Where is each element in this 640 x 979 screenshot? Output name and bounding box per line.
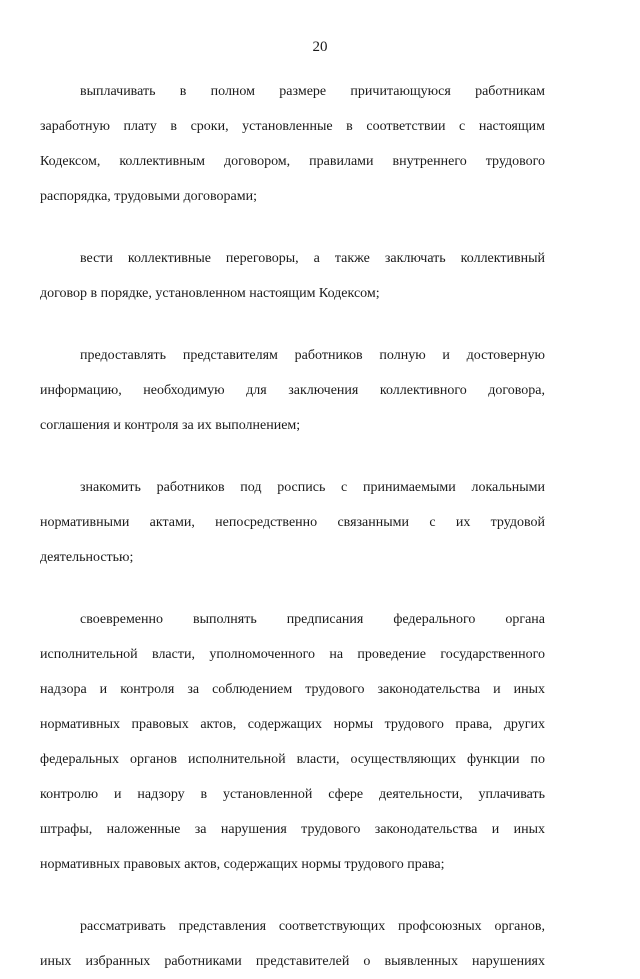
- text-line: предоставлять представителям работников полную и достоверную: [80, 348, 545, 363]
- page-number: 20: [312, 39, 328, 55]
- text-line: соглашения и контроля за их выполнением;: [40, 418, 301, 433]
- text-line: иных избранных работниками представителей о выявленных нарушениях: [40, 954, 545, 969]
- paragraph: [40, 241, 545, 311]
- text-line: исполнительной власти, уполномоченного на проведение государственного: [40, 647, 545, 662]
- text-line: вести коллективные переговоры, а также заключать коллективный: [80, 251, 545, 266]
- paragraph: [40, 470, 545, 575]
- text-line: распорядка, трудовыми договорами;: [40, 189, 257, 204]
- text-line: контролю и надзору в установленной сфере деятельности, уплачивать: [40, 787, 545, 802]
- text-line: заработную плату в сроки, установленные в соответствии с настоящим: [40, 119, 545, 134]
- body-text: [40, 74, 545, 979]
- text-line: Кодексом, коллективным договором, правилами внутреннего трудового: [40, 154, 545, 169]
- text-line: деятельностью;: [40, 550, 134, 565]
- paragraph: [40, 909, 545, 979]
- paragraph: [40, 602, 545, 882]
- text-line: нормативных правовых актов, содержащих нормы трудового права, других: [40, 717, 545, 732]
- text-line: знакомить работников под роспись с принимаемыми локальными: [80, 480, 545, 495]
- text-line: информацию, необходимую для заключения коллективного договора,: [40, 383, 545, 398]
- paragraph: [40, 74, 545, 214]
- text-line: своевременно выполнять предписания федерального органа: [80, 612, 545, 627]
- text-line: рассматривать представления соответствующих профсоюзных органов,: [80, 919, 545, 934]
- paragraph: [40, 338, 545, 443]
- text-line: надзора и контроля за соблюдением трудового законодательства и иных: [40, 682, 545, 697]
- text-line: нормативных правовых актов, содержащих нормы трудового права;: [40, 857, 445, 872]
- text-line: штрафы, наложенные за нарушения трудового законодательства и иных: [40, 822, 545, 837]
- text-line: договор в порядке, установленном настоящим Кодексом;: [40, 286, 380, 301]
- text-line: выплачивать в полном размере причитающуюся работникам: [80, 84, 545, 99]
- text-line: федеральных органов исполнительной власти, осуществляющих функции по: [40, 752, 545, 767]
- text-line: нормативными актами, непосредственно связанными с их трудовой: [40, 515, 545, 530]
